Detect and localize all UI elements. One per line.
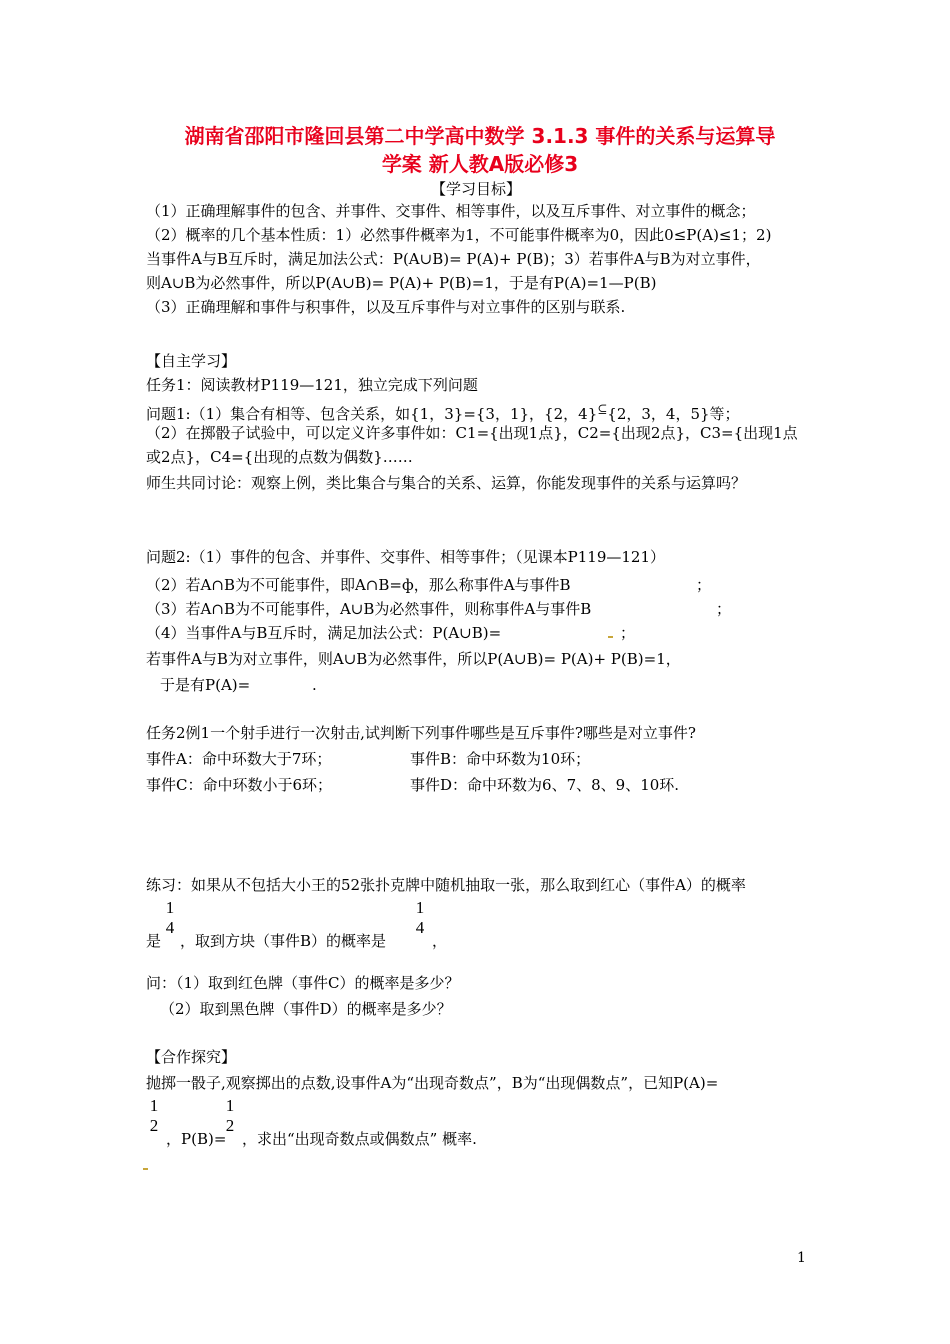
cooperation-heading: 【合作探究】 bbox=[146, 1048, 237, 1066]
q2-line-3-end: ； bbox=[716, 600, 732, 618]
exercise-line-2-c: ， bbox=[432, 932, 448, 950]
subset-symbol: ⊆ bbox=[597, 402, 608, 416]
exercise-question-1: 问：（1）取到红色牌（事件C）的概率是多少？ bbox=[146, 974, 460, 992]
objectives-heading: 【学习目标】 bbox=[430, 180, 521, 198]
objectives-line-4: 则A∪B为必然事件，所以P(A∪B)= P(A)+ P(B)=1，于是有P(A)=1—P(B) bbox=[146, 274, 657, 292]
title-line-2: 学案 新人教A版必修3 bbox=[381, 152, 579, 176]
self-study-heading: 【自主学习】 bbox=[146, 352, 237, 370]
task1-line: 任务1：阅读教材P119—121，独立完成下列问题 bbox=[146, 376, 478, 394]
objectives-line-1: （1）正确理解事件的包含、并事件、交事件、相等事件，以及互斥事件、对立事件的概念； bbox=[146, 202, 756, 220]
fraction-one-quarter-a bbox=[160, 898, 180, 938]
fraction-numerator: 1 bbox=[225, 1096, 235, 1115]
objectives-line-2: （2）概率的几个基本性质：1）必然事件概率为1，不可能事件概率为0，因此0≤P(A)≤1；2) bbox=[146, 226, 772, 244]
title-line-1: 湖南省邵阳市隆回县第二中学高中数学 3.1.3 事件的关系与运算导 bbox=[184, 124, 776, 148]
q1-line-2: （2）在掷骰子试验中，可以定义许多事件如：C1={出现1点}，C2={出现2点}，C3={出现1点 bbox=[146, 424, 798, 442]
q2-line-6: 于是有P(A)= bbox=[160, 676, 251, 694]
q2-line-2 bbox=[146, 574, 571, 596]
objectives-line-3: 当事件A与B互斥时，满足加法公式：P(A∪B)= P(A)+ P(B)；3）若事件A与B为对立事件， bbox=[146, 250, 761, 268]
q2-line-4: （4）当事件A与B互斥时，满足加法公式：P(A∪B)= bbox=[146, 624, 502, 642]
cooperation-line-2-b: ，求出“出现奇数点或偶数点” 概率. bbox=[242, 1130, 477, 1148]
exercise-line-2-a: 是 bbox=[146, 932, 162, 950]
event-c: 事件C：命中环数小于6环； bbox=[146, 776, 333, 794]
task2-intro: 任务2例1一个射手进行一次射击,试判断下列事件哪些是互斥事件?哪些是对立事件? bbox=[146, 724, 696, 742]
event-b: 事件B：命中环数为10环； bbox=[410, 750, 591, 768]
fraction-numerator: 1 bbox=[149, 1096, 159, 1115]
q2-line-3: （3）若A∩B为不可能事件，A∪B为必然事件，则称事件A与事件B bbox=[146, 600, 592, 618]
page-number: 1 bbox=[797, 1250, 806, 1266]
exercise-line-2-b: ，取到方块（事件B）的概率是 bbox=[180, 932, 387, 950]
fraction-one-half-a bbox=[144, 1096, 164, 1136]
exercise-question-2: （2）取到黑色牌（事件D）的概率是多少？ bbox=[160, 1000, 452, 1018]
q1-text-b: {2，3，4，5}等； bbox=[607, 405, 740, 423]
q2-line-2-text: （2）若A∩B为不可能事件，即A∩B=ф，那么称事件A与事件B bbox=[146, 576, 571, 594]
cooperation-line-1: 抛掷一骰子,观察掷出的点数,设事件A为“出现奇数点”，B为“出现偶数点”，已知P(A)= bbox=[146, 1074, 719, 1092]
event-a: 事件A：命中环数大于7环； bbox=[146, 750, 332, 768]
discussion-line: 师生共同讨论：观察上例，类比集合与集合的关系、运算，你能发现事件的关系与运算吗？ bbox=[146, 474, 747, 492]
q2-line-2-end: ； bbox=[696, 576, 712, 594]
exercise-line-1: 练习：如果从不包括大小王的52张扑克牌中随机抽取一张，那么取到红心（事件A）的概率 bbox=[146, 876, 746, 894]
fraction-numerator: 1 bbox=[165, 898, 175, 917]
stray-mark bbox=[608, 636, 613, 638]
event-d: 事件D：命中环数为6、7、8、9、10环. bbox=[410, 776, 680, 794]
q2-line-1: 问题2:（1）事件的包含、并事件、交事件、相等事件；（见课本P119—121） bbox=[146, 548, 665, 566]
fraction-one-quarter-b bbox=[410, 898, 430, 938]
objectives-line-5: （3）正确理解和事件与积事件，以及互斥事件与对立事件的区别与联系. bbox=[146, 298, 626, 316]
fraction-denominator: 4 bbox=[415, 918, 425, 937]
q2-line-4-end: ； bbox=[620, 624, 636, 642]
fraction-one-half-b bbox=[220, 1096, 240, 1136]
fraction-denominator: 2 bbox=[149, 1116, 159, 1135]
fraction-denominator: 4 bbox=[165, 918, 175, 937]
fraction-denominator: 2 bbox=[225, 1116, 235, 1135]
fraction-numerator: 1 bbox=[415, 898, 425, 917]
q2-line-6-end: . bbox=[312, 676, 317, 694]
cooperation-line-2-a: ，P(B)= bbox=[166, 1130, 227, 1148]
q2-line-5: 若事件A与B为对立事件，则A∪B为必然事件，所以P(A∪B)= P(A)+ P(B)=1， bbox=[146, 650, 681, 668]
q1-line-1 bbox=[146, 398, 740, 425]
q1-line-3: 或2点}，C4={出现的点数为偶数}…… bbox=[146, 448, 413, 466]
q1-text-a: 问题1:（1）集合有相等、包含关系，如{1，3}={3，1}，{2，4} bbox=[146, 405, 598, 423]
stray-mark bbox=[143, 1168, 148, 1170]
